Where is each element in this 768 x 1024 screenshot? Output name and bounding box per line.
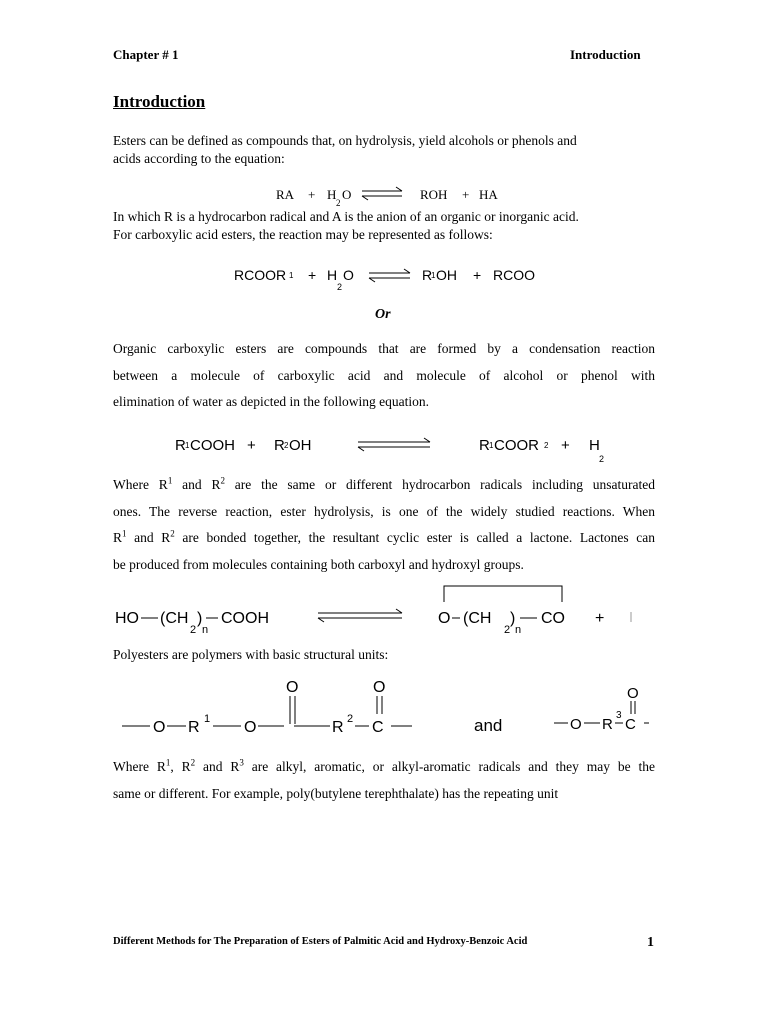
paragraph-4-line-1: Where $R^1$ and $R^2$ are the same or different hydrocarbon radicals including unsaturated [113,475,656,492]
eq2-h: H [327,267,338,283]
paragraph-6-line-1: Where $R^1$, $R^2$ and $R^3$ are alkyl, aromatic, or alkyl-aromatic radicals and they may be the [113,757,655,774]
eq3-r1: R [175,437,186,454]
eq5-o3: O [570,716,582,733]
equation-3 [170,432,640,466]
eq2-r: R [422,267,433,283]
eq5-r1: R [188,719,200,736]
paragraph-4-line-3: $R^1$ and $R^2$ are bonded together, the resultant cyclic ester is called a lactone. Lactones can [113,528,655,545]
eq3-cooh: COOH [190,437,235,454]
eq1-o: O [342,187,352,202]
eq5-c2: C [625,716,636,733]
eq3-plus-2: + [561,437,570,454]
eq2-oh: OH [436,267,457,283]
eq5-sup3: 3 [616,710,622,721]
paragraph-6 [113,754,655,807]
eq4-plus: + [595,610,605,627]
eq3-r2: R [274,437,285,454]
eq3-coor: COOR [494,437,539,454]
chapter-header: Chapter # 1 [113,47,179,62]
paragraph-5: Polyesters are polymers with basic structural units: [113,647,389,662]
eq3-oh: OH [289,437,312,454]
eq4-sub2: 2 [190,624,197,636]
equilibrium-arrow-icon [358,438,430,451]
eq5-r3: R [602,716,613,733]
eq5-r2: R [332,719,344,736]
eq5-and: and [474,716,503,735]
paragraph-1-line-1: Esters can be defined as compounds that, on hydrolysis, yield alcohols or phenols and [113,133,577,148]
eq1-sub2: 2 [336,198,341,208]
eq4-paren: ) [197,610,203,627]
eq3-sup2: 2 [284,441,289,450]
eq3-sup4: 2 [544,441,549,450]
eq5-c: C [372,719,384,736]
eq3-h: H [589,437,600,454]
paragraph-1 [113,132,653,168]
or-label: Or [375,307,391,322]
section-header: Introduction [570,47,641,62]
equation-2 [230,262,550,294]
paragraph-6-line-2: same or different. For example, poly(butylene terephthalate) has the repeating unit [113,785,559,801]
eq1-ra: RA [276,187,295,202]
eq4-paren-2: ) [510,610,516,627]
equilibrium-arrow-icon [362,187,402,200]
paragraph-4 [113,472,655,578]
equation-1 [250,180,510,210]
eq4-cooh: COOH [221,610,269,627]
eq5-sup2: 2 [347,713,354,725]
eq5-carbonyl-o3: O [627,685,639,702]
eq2-plus: + [308,267,317,283]
eq4-ch2: (CH [463,610,492,627]
eq5-sup1: 1 [204,713,211,725]
paragraph-2-line-1: In which R is a hydrocarbon radical and A is the anion of an organic or inorganic acid. [113,209,579,224]
eq4-co: CO [541,610,565,627]
equilibrium-arrow-icon [369,269,410,282]
eq5-o2: O [244,719,257,736]
eq4-n: n [202,624,209,636]
eq2-sub2: 2 [337,282,343,292]
eq1-plus-2: + [462,187,470,202]
eq5-o1: O [153,719,166,736]
eq3-r3: R [479,437,490,454]
eq4-n-2: n [515,624,522,636]
paragraph-3 [113,336,655,416]
page-title: Introduction [113,92,206,111]
page-number: 1 [647,935,654,950]
eq4-sub2-b: 2 [504,624,511,636]
paragraph-3-line-2: between a molecule of carboxylic acid and molecule of alcohol or phenol with [113,367,655,383]
eq3-sup1: 1 [185,441,190,450]
equation-5 [110,676,660,746]
paragraph-1-line-2: acids according to the equation: [113,151,285,166]
eq3-sub2: 2 [599,454,605,464]
eq3-plus: + [247,437,256,454]
paragraph-3-line-1: Organic carboxylic esters are compounds that are formed by a condensation reaction [113,341,655,356]
paragraph-3-line-3: elimination of water as depicted in the following equation. [113,394,430,409]
ring-bracket-icon [444,586,562,602]
eq2-sup1-b: 1 [431,271,436,280]
eq2-rcoor: RCOOR [234,267,287,283]
eq1-roh: ROH [420,187,448,202]
eq5-carbonyl-o1: O [286,679,299,696]
eq2-sup1: 1 [289,271,294,280]
eq3-sup3: 1 [489,441,494,450]
footer-title: Different Methods for The Preparation of Esters of Palmitic Acid and Hydroxy-Benzoic Acid [113,936,528,947]
eq5-carbonyl-o2: O [373,679,386,696]
eq4-ch: (CH [160,610,189,627]
eq1-h: H [327,187,337,202]
eq2-rcoo: RCOO [493,267,535,283]
eq1-ha: HA [479,187,498,202]
eq2-o: O [343,267,354,283]
paragraph-2 [113,208,653,244]
paragraph-2-line-2: For carboxylic acid esters, the reaction may be represented as follows: [113,227,493,242]
eq2-plus-2: + [473,267,482,283]
equilibrium-arrow-icon [318,609,402,622]
eq1-plus: + [308,187,316,202]
eq4-ho: HO [115,610,139,627]
paragraph-4-line-4: be produced from molecules containing both carboxyl and hydroxyl groups. [113,556,524,572]
equation-4 [110,580,640,638]
eq4-o: O [438,610,451,627]
paragraph-4-line-2: ones. The reverse reaction, ester hydrolysis, is one of the widely studied reactions. When [113,503,655,519]
